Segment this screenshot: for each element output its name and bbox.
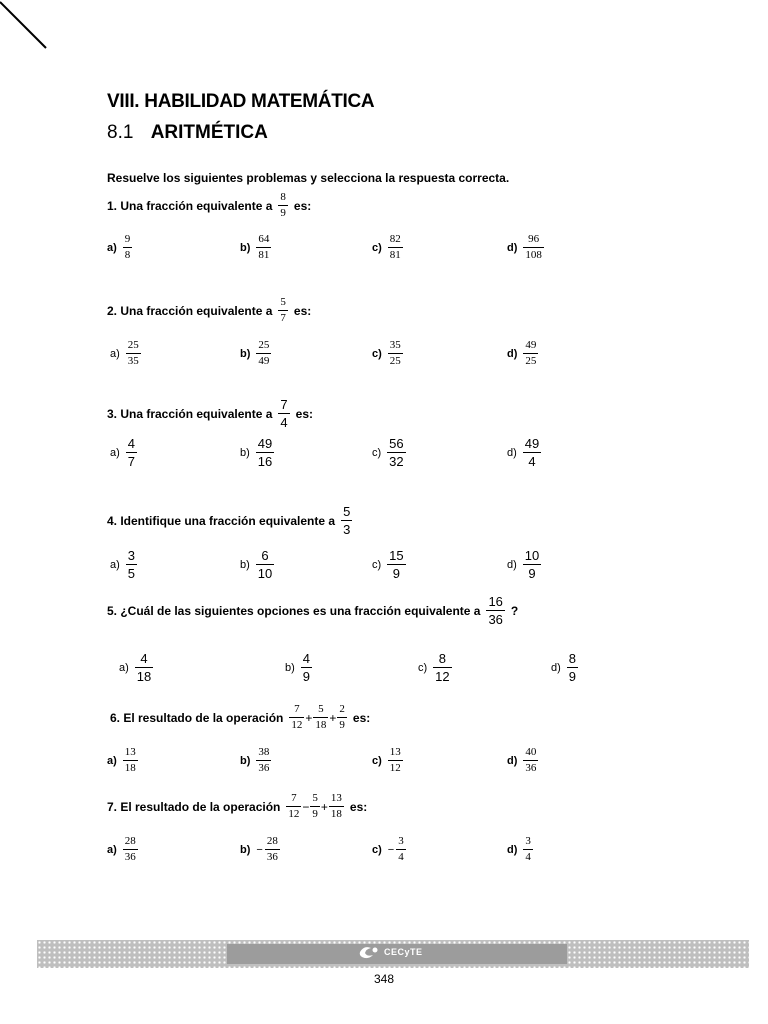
section-heading xyxy=(107,122,268,144)
q1-option-b[interactable]: b) $\frac{64}{81}$ xyxy=(240,233,270,261)
q2-option-b[interactable]: b) $\frac{25}{49}$ xyxy=(240,339,270,367)
q5-option-c[interactable]: c) $\frac{8}{12}$ xyxy=(418,651,450,684)
q2-option-c[interactable]: c) $\frac{35}{25}$ xyxy=(372,339,401,367)
question-6: 6. El resultado de la operación $\frac{7}{12}$ + $\frac{5}{18}$ + $\frac{2}{9}$ es: xyxy=(110,703,371,731)
q6-option-c[interactable]: c) $\frac{13}{12}$ xyxy=(372,746,401,774)
q4-fraction: $\frac{5}{3}$ xyxy=(343,504,351,537)
q1-option-a[interactable]: a) $\frac{9}{8}$ xyxy=(107,233,131,261)
q4-option-b[interactable]: b) $\frac{6}{10}$ xyxy=(240,548,273,581)
question-5: 5. ¿Cuál de las siguientes opciones es una fracción equivalente a $\frac{16}{36}$ ? xyxy=(107,594,519,627)
q3-option-c[interactable]: c) $\frac{56}{32}$ xyxy=(372,436,404,469)
section-number: 8.1 xyxy=(107,122,134,143)
instructions: Resuelve los siguientes problemas y selecciona la respuesta correcta. xyxy=(107,171,510,185)
question-1: 1. Una fracción equivalente a $\frac{8}{9}$ es: xyxy=(107,191,312,219)
q4-option-d[interactable]: d) $\frac{10}{9}$ xyxy=(507,548,540,581)
q3-fraction: $\frac{7}{4}$ xyxy=(280,397,288,430)
logo-text: CECyTE xyxy=(384,947,423,957)
page-number: 348 xyxy=(373,972,395,986)
logo-icon xyxy=(358,944,380,960)
q7-option-c[interactable]: c) − $\frac{3}{4}$ xyxy=(372,835,404,863)
question-2: 2. Una fracción equivalente a $\frac{5}{7}$ es: xyxy=(107,296,312,324)
q2-option-d[interactable]: d) $\frac{49}{25}$ xyxy=(507,339,537,367)
q3-option-b[interactable]: b) $\frac{49}{16}$ xyxy=(240,436,273,469)
corner-line xyxy=(0,0,60,60)
q3-option-a[interactable]: a) $\frac{4}{7}$ xyxy=(110,436,136,469)
q6-option-a[interactable]: a) $\frac{13}{18}$ xyxy=(107,746,136,774)
chapter-title: VIII. HABILIDAD MATEMÁTICA xyxy=(107,91,375,112)
q1-fraction: $\frac{8}{9}$ xyxy=(280,191,286,219)
q7-option-b[interactable]: b) − $\frac{28}{36}$ xyxy=(240,835,278,863)
q2-option-a[interactable]: a) $\frac{25}{35}$ xyxy=(110,339,139,367)
q4-option-c[interactable]: c) $\frac{15}{9}$ xyxy=(372,548,404,581)
q5-option-a[interactable]: a) $\frac{4}{18}$ xyxy=(119,651,152,684)
question-3: 3. Una fracción equivalente a $\frac{7}{4}$ es: xyxy=(107,397,313,430)
question-4: 4. Identifique una fracción equivalente a $\frac{5}{3}$ xyxy=(107,504,351,537)
q4-option-a[interactable]: a) $\frac{3}{5}$ xyxy=(110,548,136,581)
q5-fraction: $\frac{16}{36}$ xyxy=(488,594,503,627)
q7-option-a[interactable]: a) $\frac{28}{36}$ xyxy=(107,835,136,863)
cecyte-logo xyxy=(358,944,423,960)
section-title: ARITMÉTICA xyxy=(150,122,268,143)
q5-option-d[interactable]: d) $\frac{8}{9}$ xyxy=(551,651,577,684)
q6-expression: $\frac{7}{12}$ + $\frac{5}{18}$ + $\frac{2}{9}$ xyxy=(291,703,345,731)
q1-option-c[interactable]: c) $\frac{82}{81}$ xyxy=(372,233,401,261)
q5-option-b[interactable]: b) $\frac{4}{9}$ xyxy=(285,651,311,684)
q3-option-d[interactable]: d) $\frac{49}{4}$ xyxy=(507,436,540,469)
q7-expression: $\frac{7}{12}$ − $\frac{5}{9}$ + $\frac{13}{18}$ xyxy=(288,792,342,820)
q2-fraction: $\frac{5}{7}$ xyxy=(280,296,286,324)
q6-option-b[interactable]: b) $\frac{38}{36}$ xyxy=(240,746,270,774)
q6-option-d[interactable]: d) $\frac{40}{36}$ xyxy=(507,746,537,774)
q1-option-d[interactable]: d) $\frac{96}{108}$ xyxy=(507,233,542,261)
question-7: 7. El resultado de la operación $\frac{7}{12}$ − $\frac{5}{9}$ + $\frac{13}{18}$ es: xyxy=(107,792,368,820)
q7-option-d[interactable]: d) $\frac{3}{4}$ xyxy=(507,835,531,863)
